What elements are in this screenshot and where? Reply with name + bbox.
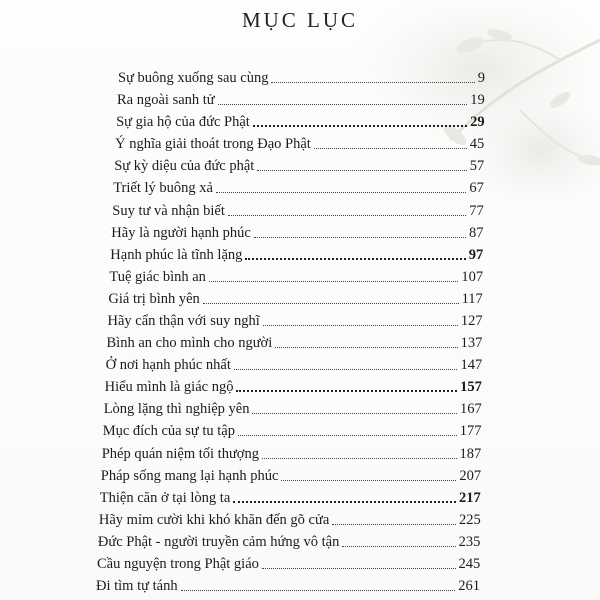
dot-leader — [233, 497, 456, 503]
toc-entry — [112, 199, 483, 219]
toc-entry — [113, 176, 484, 196]
toc-entry-page-number: 67 — [469, 180, 484, 197]
toc-entry — [100, 486, 481, 506]
toc-entry-page-number: 207 — [459, 467, 482, 484]
toc-entry-title: Ra ngoài sanh tử — [117, 92, 215, 109]
toc-entry-page-number: 45 — [469, 136, 485, 153]
dot-leader — [218, 100, 468, 105]
toc-entry-title: Hạnh phúc là tĩnh lặng — [110, 246, 243, 263]
dot-leader — [275, 343, 457, 348]
dot-leader — [252, 409, 457, 414]
toc-entry-title: Hiểu mình là giác ngộ — [104, 379, 234, 396]
toc-entry-title: Ý nghĩa giải thoát trong Đạo Phật — [115, 136, 311, 153]
toc-entry-title: Giá trị bình yên — [108, 290, 200, 307]
dot-leader — [281, 476, 456, 481]
dot-leader — [245, 254, 465, 260]
toc-entry-title: Mục đích của sự tu tập — [102, 423, 235, 440]
toc-entry-title: Hãy mỉm cười khi khó khăn đến gõ cửa — [98, 511, 330, 528]
toc-entry-page-number: 147 — [460, 357, 483, 374]
toc-entry-title: Bình an cho mình cho người — [106, 335, 273, 351]
dot-leader — [262, 454, 457, 459]
toc-entry-page-number: 177 — [459, 423, 482, 440]
toc-entry — [115, 132, 484, 152]
toc-entry-page-number: 127 — [460, 313, 483, 329]
toc-entry — [117, 88, 485, 108]
toc-entry-page-number: 87 — [468, 224, 484, 241]
toc-entry-page-number: 97 — [468, 246, 484, 263]
toc-entry — [102, 442, 482, 462]
dot-leader — [332, 520, 456, 525]
toc-entry-page-number: 57 — [469, 158, 485, 175]
toc-entry-title: Sự gia hộ của đức Phật — [116, 114, 250, 131]
toc-entry — [99, 508, 481, 528]
toc-entry-title: Hãy cẩn thận với suy nghĩ — [107, 313, 260, 329]
toc-entry-title: Suy tư và nhận biết — [112, 202, 225, 219]
toc-entry-page-number: 187 — [459, 445, 482, 462]
dot-leader — [216, 188, 466, 193]
toc-entry — [107, 331, 483, 351]
toc-entry-title: Ở nơi hạnh phúc nhất — [105, 357, 231, 374]
dot-leader — [262, 564, 456, 569]
toc-entry-title: Cầu nguyện trong Phật giáo — [97, 555, 259, 572]
toc-entry — [116, 110, 485, 130]
dot-leader — [203, 299, 459, 304]
toc-entry — [111, 221, 483, 241]
dot-leader — [181, 586, 456, 591]
toc-entry — [98, 530, 481, 550]
toc-entry — [108, 287, 482, 307]
dot-leader — [271, 78, 474, 83]
toc-entry-page-number: 19 — [470, 92, 485, 109]
toc-entry-title: Thiện căn ở tại lòng ta — [99, 489, 231, 506]
toc-entry-title: Phép quán niệm tối thượng — [101, 445, 259, 462]
dot-leader — [257, 166, 466, 171]
dot-leader — [253, 121, 467, 127]
toc-entry — [96, 574, 480, 594]
toc-entry-page-number: 117 — [461, 290, 483, 307]
toc-entry-title: Pháp sống mang lại hạnh phúc — [100, 467, 279, 484]
dot-leader — [263, 321, 458, 326]
toc-entry — [101, 464, 481, 484]
toc-entry — [103, 419, 482, 439]
toc-entry-page-number: 261 — [458, 578, 480, 594]
dot-leader — [228, 211, 466, 216]
toc-entry-page-number: 225 — [458, 511, 481, 528]
toc-entry — [110, 243, 483, 263]
toc-entry-page-number: 137 — [460, 335, 483, 351]
dot-leader — [209, 277, 458, 282]
toc-entry-page-number: 107 — [461, 268, 484, 285]
toc-entry-page-number: 157 — [460, 379, 482, 396]
toc-entry-title: Lòng lặng thì nghiệp yên — [103, 401, 250, 418]
toc-entry-page-number: 29 — [470, 114, 485, 131]
toc-entry — [105, 375, 482, 395]
toc-entry-page-number: 245 — [458, 555, 481, 572]
toc-entry-title: Sự kỳ diệu của đức phật — [114, 158, 255, 175]
dot-leader — [254, 233, 466, 238]
dot-leader — [238, 431, 457, 436]
toc-entry-title: Đức Phật - người truyền cảm hứng vô tận — [97, 533, 340, 550]
dot-leader — [342, 542, 455, 547]
toc-entry-page-number: 235 — [458, 533, 481, 550]
toc-entry — [114, 154, 484, 174]
toc-entry-page-number: 77 — [469, 202, 484, 219]
dot-leader — [236, 386, 457, 392]
dot-leader — [234, 365, 458, 370]
toc-entry — [108, 309, 483, 329]
page-title: MỤC LỤC — [241, 8, 359, 32]
toc-entry-page-number: 9 — [477, 70, 485, 86]
toc-entry — [97, 552, 480, 572]
toc-entry — [118, 66, 485, 86]
toc-entry — [109, 265, 483, 285]
dot-leader — [314, 144, 467, 149]
toc-entry-title: Tuệ giác bình an — [109, 268, 206, 285]
toc-entry-page-number: 167 — [460, 401, 482, 418]
toc-entry-title: Đi tìm tự tánh — [96, 578, 178, 594]
toc-entry-title: Sự buông xuống sau cùng — [118, 70, 269, 86]
toc-entry — [106, 353, 483, 373]
toc-entry-page-number: 217 — [459, 489, 481, 506]
toc-entry — [104, 397, 482, 417]
toc-entry-title: Triết lý buông xả — [113, 180, 213, 197]
toc-entry-title: Hãy là người hạnh phúc — [111, 224, 251, 241]
